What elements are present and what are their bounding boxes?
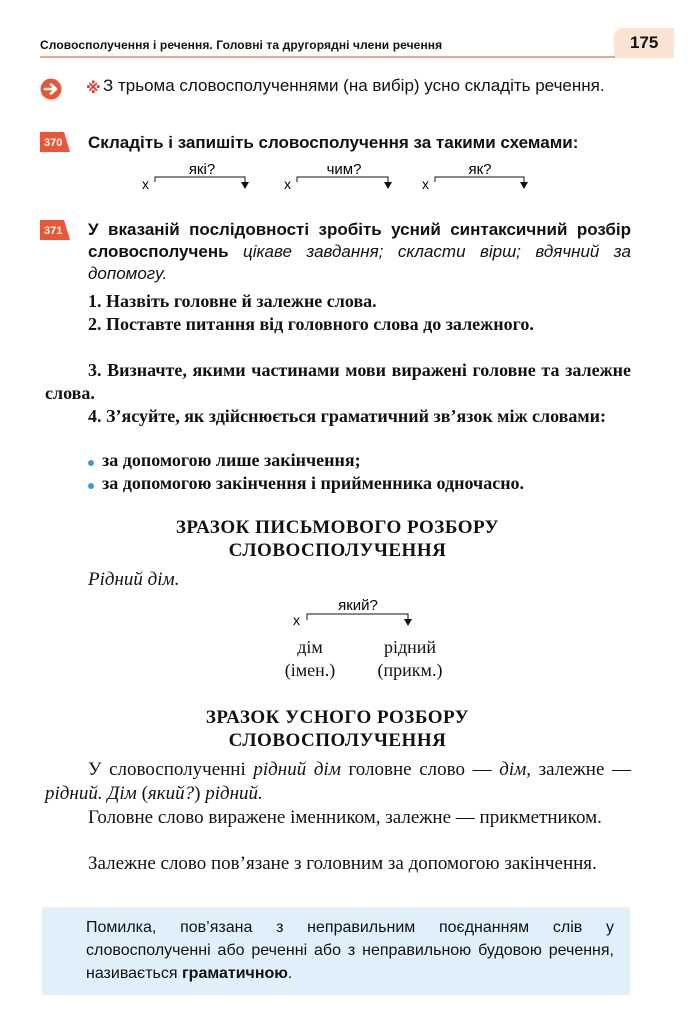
step-4: 4. З’ясуйте, як здійснюється граматичний зв’язок між словами: [88,406,606,426]
scheme-1 [142,161,249,192]
step-1: 1. Назвіть головне й залежне слова. [88,291,377,311]
header-divider [40,56,615,58]
section-title-oral [40,706,635,752]
intro-task-text: З трьома словосполученнями (на вибір) усно складіть речення. [103,76,605,95]
bullet-item: за допомогою лише закінчення; [102,450,361,470]
scheme-question: які? [188,161,216,178]
scheme-row [140,158,540,194]
oral-paragraph-1 [45,758,631,806]
text-run-italic: який? [147,783,195,804]
step-3: 3. Визначте, якими частинами мови виражені головне та залежне слова. [45,360,631,403]
exercise-number: 371 [44,225,63,237]
exercise-371-instruction [88,219,631,285]
rule-body: Помилка, пов’язана з неправильним поєднанням слів у словосполученні або реченні або з неправильною будовою речення, називається [86,919,614,982]
arrow-right-icon [40,78,62,100]
rule-term: граматичною [182,965,288,982]
instruction-bold: У вказаній послідовності зробіть усний синтаксичний розбір словосполучень [88,220,631,261]
head-word-pos: (імен.) [284,660,336,680]
scheme-mark: х [293,612,300,628]
asterism-icon: ※ [86,80,101,97]
scheme-mark: х [422,176,429,192]
title-line: СЛОВОСПОЛУЧЕННЯ [228,540,447,561]
text-run-italic: рідний. [205,783,263,804]
text-run: (який?) [141,783,201,804]
title-line: ЗРАЗОК ПИСЬМОВОГО РОЗБОРУ [175,517,500,538]
scheme-diagrams [140,158,540,194]
text-run: головне слово — [348,759,492,780]
text-run-italic: дім, [499,759,531,780]
title-line: ЗРАЗОК УСНОГО РОЗБОРУ [205,707,470,728]
dependent-word-pos: (прикм.) [377,660,443,680]
rule-end: . [287,965,293,982]
page-number: 175 [630,33,659,52]
instruction-examples: цікаве завдання; скласти вірш; вдячний за допомогу. [88,242,631,283]
oral-paragraph-2: Головне слово виражене іменником, залежне — прикметником. [88,807,602,828]
scheme-question: який? [338,597,378,614]
scheme-question: як? [468,161,492,178]
exercise-number-badge [40,132,70,152]
scheme-question: чим? [326,161,362,178]
head-word: дім [297,637,323,657]
exercise-number: 370 [44,137,63,149]
title-line: СЛОВОСПОЛУЧЕННЯ [228,730,447,751]
running-header: Словосполучення і речення. Головні та другорядні члени речення [40,38,443,52]
bullet-item: за допомогою закінчення і прийменника одночасно. [102,473,525,493]
bullet-dot [88,460,94,466]
text-run-italic: рідний. Дім [45,783,137,804]
parse-scheme [290,594,430,630]
sample-phrase: Рідний дім. [88,569,180,590]
dependent-word: рідний [383,637,437,657]
text-run: У словосполученні [88,759,246,780]
dependent-word-block [362,636,458,682]
scheme-2 [284,161,392,192]
exercise-number-badge [40,220,70,240]
scheme-mark: х [284,176,291,192]
scheme-3 [422,161,528,192]
oral-paragraph-3: Залежне слово пов’язане з головним за допомогою закінчення. [88,853,597,874]
section-title-written [40,516,635,562]
text-run: залежне — [538,759,631,780]
bullet-dot [88,483,94,489]
step-2: 2. Поставте питання від головного слова до залежного. [88,314,534,334]
text-run-italic: рідний дім [253,759,341,780]
rule-text [86,916,614,985]
exercise-370-instruction: Складіть і запишіть словосполучення за такими схемами: [88,133,579,152]
scheme-mark: х [142,176,149,192]
head-word-block [272,636,348,682]
